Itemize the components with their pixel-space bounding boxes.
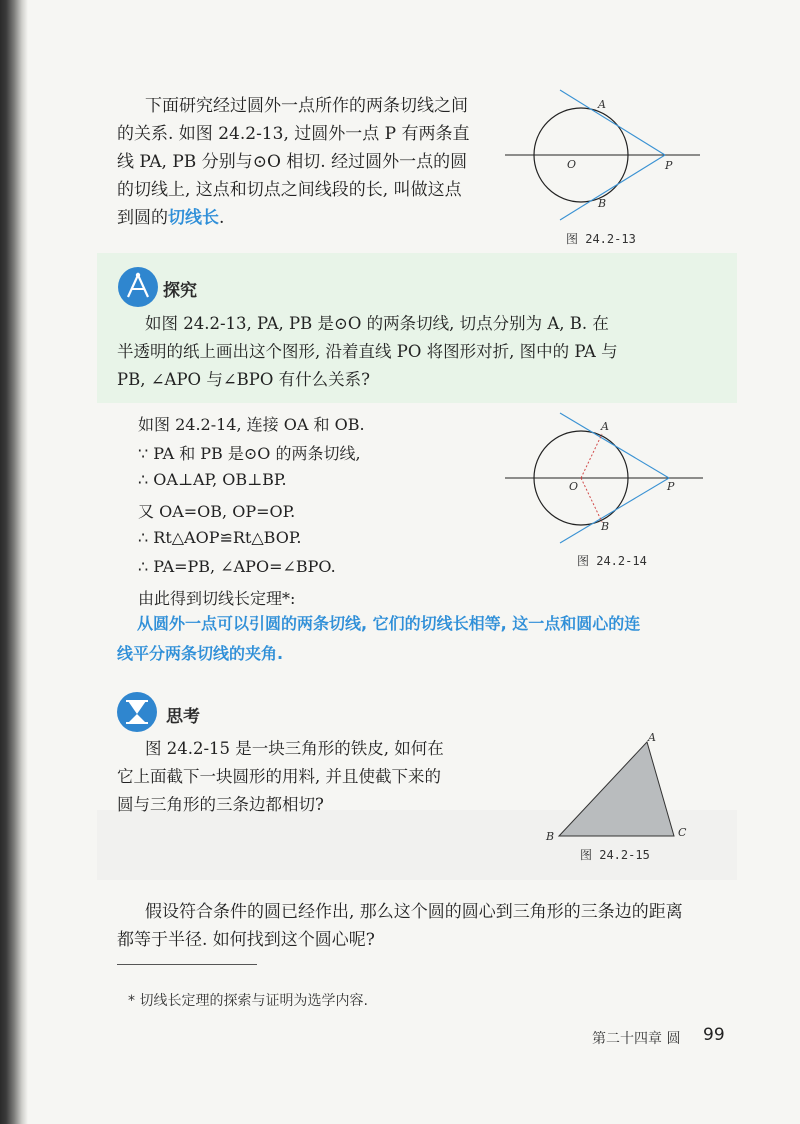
label-c: C (678, 826, 687, 839)
think-icon (117, 692, 157, 732)
intro-line-2: 的关系. 如图 24.2-13, 过圆外一点 P 有两条直 (117, 124, 470, 144)
explore-line-3: PB, ∠APO 与∠BPO 有什么关系? (117, 370, 371, 389)
think-line-3: 圆与三角形的三条边都相切? (117, 795, 324, 814)
intro-suffix: . (219, 208, 225, 228)
think-title: 思考 (166, 707, 200, 727)
footnote-rule (117, 964, 257, 965)
explore-line-1: 如图 24.2-13, PA, PB 是⊙O 的两条切线, 切点分别为 A, B. 在 (145, 314, 609, 333)
intro-line-1: 下面研究经过圆外一点所作的两条切线之间 (145, 96, 468, 116)
label-a-2: A (601, 420, 609, 433)
caption-fig-15: 图 24.2-15 (580, 848, 650, 862)
figure-24-2-15 (540, 730, 700, 845)
proof-line-6: ∴ PA=PB, ∠APO=∠BPO. (138, 557, 336, 576)
radius-ob (581, 478, 602, 522)
figure-24-2-14 (505, 412, 705, 547)
theorem-line-2: 线平分两条切线的夹角. (117, 644, 284, 663)
label-a-3: A (648, 731, 656, 744)
closing-line-1: 假设符合条件的圆已经作出, 那么这个圆的圆心到三角形的三条边的距离 (145, 902, 683, 922)
intro-line-5 (117, 204, 224, 233)
label-b: B (598, 197, 607, 210)
label-b-3: B (546, 830, 555, 843)
footnote: * 切线长定理的探索与证明为选学内容. (128, 993, 368, 1009)
label-p: P (665, 159, 673, 172)
think-line-1: 图 24.2-15 是一块三角形的铁皮, 如何在 (145, 739, 444, 758)
theorem-line-1: 从圆外一点可以引圆的两条切线, 它们的切线长相等, 这一点和圆心的连 (137, 614, 641, 633)
caption-fig-14: 图 24.2-14 (577, 554, 647, 568)
term-tangent-length: 切线长 (168, 208, 219, 228)
explore-line-2: 半透明的纸上画出这个图形, 沿着直线 PO 将图形对折, 图中的 PA 与 (117, 342, 618, 361)
proof-line-1: 如图 24.2-14, 连接 OA 和 OB. (138, 415, 365, 434)
figure-24-2-13 (505, 88, 705, 228)
chapter-label: 第二十四章 圆 (592, 1031, 681, 1047)
label-o-2: O (569, 480, 579, 493)
proof-line-7: 由此得到切线长定理*: (138, 589, 296, 608)
intro-line-3: 线 PA, PB 分别与⊙O 相切. 经过圆外一点的圆 (117, 152, 468, 172)
explore-title: 探究 (163, 281, 197, 301)
triangle-abc (559, 742, 674, 836)
proof-line-3: ∴ OA⊥AP, OB⊥BP. (138, 470, 287, 489)
label-a: A (598, 98, 606, 111)
label-p-2: P (667, 480, 675, 493)
radius-oa (581, 434, 602, 478)
tangent-pa-2 (560, 413, 669, 478)
intro-line-4: 的切线上, 这点和切点之间线段的长, 叫做这点 (117, 180, 462, 200)
book-binding-shadow (0, 0, 28, 1124)
proof-line-4: 又 OA=OB, OP=OP. (138, 502, 296, 521)
think-line-2: 它上面截下一块圆形的用料, 并且使截下来的 (117, 767, 441, 786)
tangent-pa (560, 90, 665, 155)
label-o: O (567, 158, 577, 171)
caption-fig-13: 图 24.2-13 (566, 232, 636, 246)
proof-line-5: ∴ Rt△AOP≌Rt△BOP. (138, 528, 302, 547)
page-number: 99 (703, 1025, 725, 1045)
explore-icon (118, 267, 158, 307)
closing-line-2: 都等于半径. 如何找到这个圆心呢? (117, 930, 375, 950)
proof-line-2: ∵ PA 和 PB 是⊙O 的两条切线, (138, 444, 361, 463)
label-b-2: B (601, 520, 610, 533)
intro-prefix: 到圆的 (117, 208, 168, 228)
